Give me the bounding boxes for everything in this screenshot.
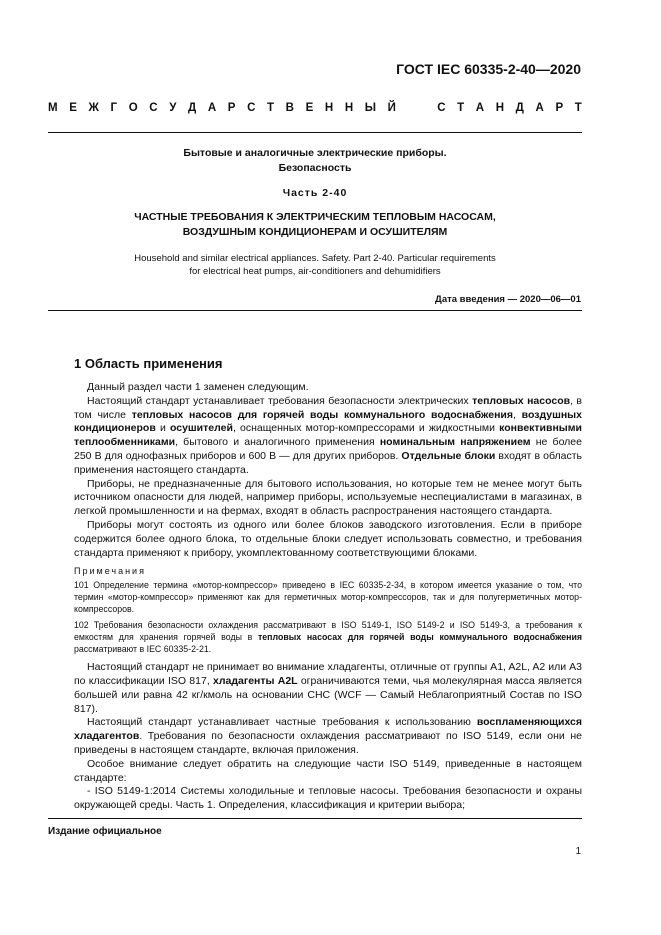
heading-letter: В [285,102,294,114]
paragraph-1: Данный раздел части 1 заменен следующим. [87,381,309,393]
heading-letter: Д [515,102,524,114]
heading-letter: У [169,102,177,114]
text: не более 250 В для однофазных приборов и 600 В — для других приборов. [74,436,582,462]
english-title-line-2: for electrical heat pumps, air-conditioners and dehumidifiers [189,266,441,277]
heading-letter: Е [69,102,77,114]
heading-letter: Т [457,102,465,114]
text: . Требования по безопасности охлаждения рассматривают по ISO 5149, если они не приведены в настоящем стандарте, включая приложения. [74,730,582,756]
paragraph-4: Приборы могут состоять из одного или более блоков заводского изготовления. Если в приборе содержится более одного блока, то отдельные блоки следует использовать совместно, и требования стандарта применяют к прибору, укомплектованному соответствующими блоками. [74,518,582,559]
text: 102 Требования безопасности охлаждения рассматривают в ISO 5149-1, ISO 5149-2 и ISO 5149-3, а требования к емкостям для хранения горячей воды в [74,620,582,643]
standard-title-general [48,146,582,176]
text: , бытового и аналогичного применения [175,436,380,449]
paragraph-7: Особое внимание следует обратить на следующие части ISO 5149, приведенные в настоящем стандарте: [74,757,582,784]
term: осушителей [169,422,233,435]
heading-letter: Т [267,102,275,114]
heading-letter: Р [555,102,564,114]
paragraph-5 [74,661,582,716]
heading-letter [422,102,425,114]
term: воспламеняющихся хладагентов [74,716,582,743]
specific-title-line-2: ВОЗДУШНЫМ КОНДИЦИОНЕРАМ И ОСУШИТЕЛЯМ [182,226,448,238]
text: и [155,422,170,435]
note-101: 101 Определение термина «мотор-компрессор» приведено в IEC 60335-2-34, в котором имеется указание о том, что термин «мотор-компрессор» применяют как для герметичных мотор-компрессоров, так и для полугерметичных мотор-компрессоров. [74,580,582,615]
heading-letter: А [535,102,544,114]
heading-letter: С [149,102,158,114]
paragraph-3: Приборы, не предназначенные для бытового использования, но которые тем не менее могут быть источником опасности для людей, например приборы, используемые неспециалистами в магазинах, в легкой промышленности и на фермах, входят в область распространения настоящего стандарта. [74,477,582,518]
heading-letter: Й [387,102,396,114]
title-line-1: Бытовые и аналогичные электрические приборы. [183,147,447,159]
term: воздушных кондиционеров [74,408,582,435]
heading-letter: Н [324,102,334,114]
term: тепловых насосов для горячей воды коммунального водоснабжения [131,408,513,421]
part-number: Часть 2-40 [282,187,348,199]
text: Настоящий стандарт не принимает во внимание хладагенты, отличные от группы A1, A2L, A2 или A3 по классификации ISO 817, [74,661,582,687]
footer-rule [48,818,582,819]
heading-letter: О [128,102,138,114]
english-title [48,252,582,278]
heading-letter: М [48,102,58,114]
section-body [74,381,582,813]
text: Настоящий стандарт устанавливает требования безопасности электрических [87,394,473,407]
heading-letter: Ы [364,102,377,114]
header-rule [48,132,582,133]
page-number: 1 [575,846,581,857]
heading-letter: С [247,102,256,114]
term: номинальным напряжением [379,436,531,449]
paragraph-8: - ISO 5149-1:2014 Системы холодильные и тепловые насосы. Требования безопасности и охраны окружающей среды. Часть 1. Определения, классификация и критерии выбора; [74,785,582,812]
paragraph-6 [74,716,582,757]
official-edition-label: Издание официальное [48,826,162,837]
english-title-line-1: Household and similar electrical appliances. Safety. Part 2-40. Particular requirements [134,253,496,264]
paragraph-2 [74,395,582,478]
heading-letter: Ж [88,102,99,114]
term: тепловых насосах для горячей воды коммунального водоснабжения [257,632,582,643]
text: ограничиваются теми, чья молекулярная масса является большей или равна 42 кг/кмоль на основании CHC (WCF — Самый Неблагоприятный Состав по ISO 817). [74,674,582,715]
text: входят в область применения настоящего стандарта. [74,449,582,476]
heading-letter: Е [305,102,314,114]
section-title: 1 Область применения [74,356,223,371]
standard-title-specific [48,210,582,240]
notes-heading: Примечания [74,566,146,577]
text: , [513,408,522,421]
title-line-2: Безопасность [278,162,352,174]
heading-letter [408,102,411,114]
term: тепловых насосов [472,394,571,407]
heading-letter: Н [495,102,505,114]
heading-letter: Н [344,102,354,114]
specific-title-line-1: ЧАСТНЫЕ ТРЕБОВАНИЯ К ЭЛЕКТРИЧЕСКИМ ТЕПЛОВЫМ НАСОСАМ, [134,211,496,223]
text: Настоящий стандарт устанавливает частные требования к использованию [87,716,477,729]
document-code: ГОСТ IEC 60335-2-40—2020 [396,61,581,77]
heading-letter: А [475,102,485,114]
heading-letter: Д [188,102,197,114]
term: Отдельные блоки [401,449,496,462]
note-102 [74,619,582,655]
text: рассматривают в IEC 60335-2-21. [74,644,212,655]
heading-letter: Т [574,102,582,114]
text: , в том числе [74,394,583,421]
text: , оснащенных мотор-компрессорами и жидкостными [232,422,500,435]
term: конвективными теплообменниками [74,422,582,449]
heading-letter: Г [110,102,118,114]
heading-letter: Р [227,102,236,114]
introduction-date: Дата введения — 2020—06—01 [435,294,581,305]
interstate-standard-heading [48,102,582,114]
term: хладагенты A2L [212,674,298,687]
heading-letter: С [437,102,446,114]
date-rule [48,310,582,311]
heading-letter: А [207,102,217,114]
